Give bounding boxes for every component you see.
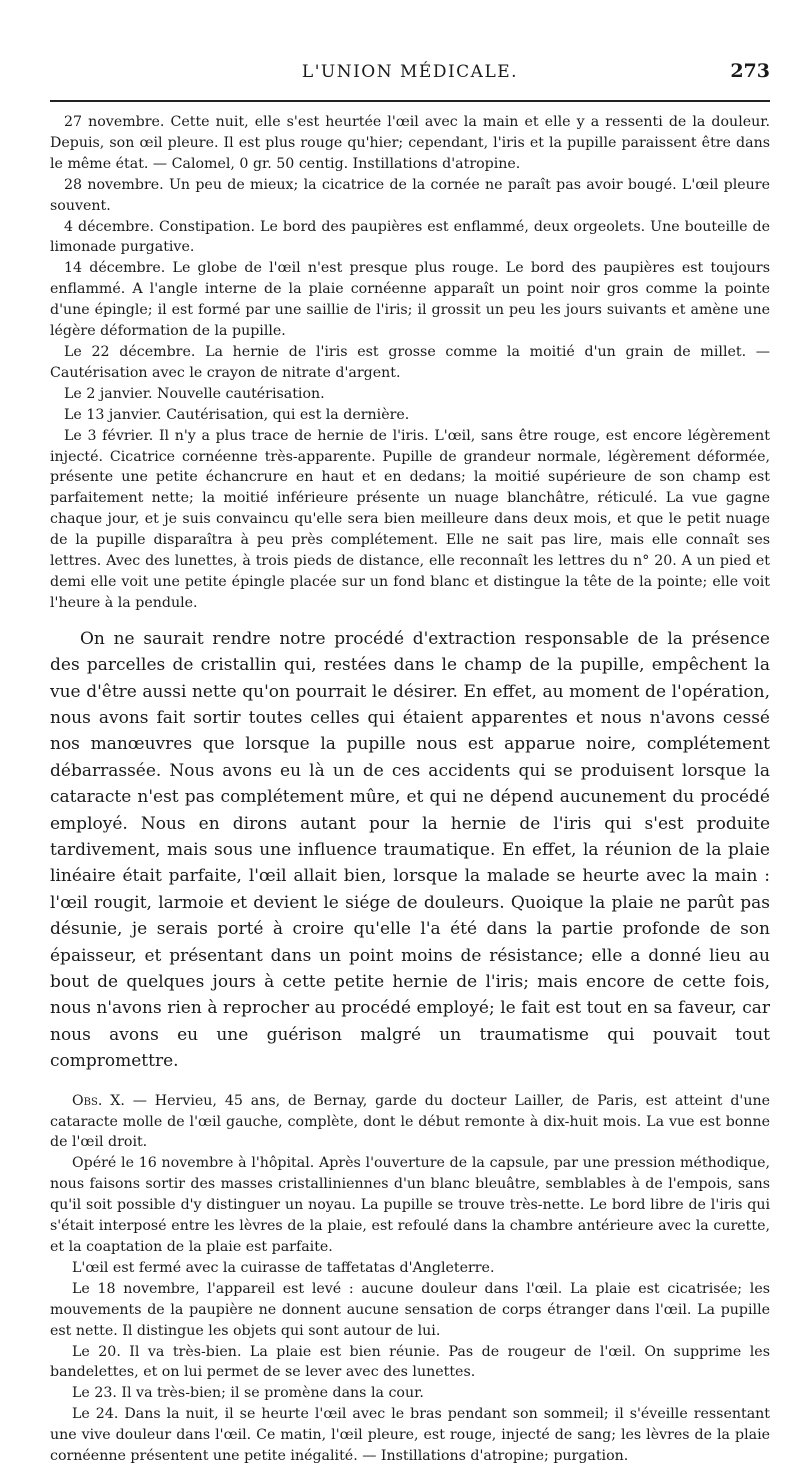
case-notes xyxy=(50,112,770,614)
page-header xyxy=(50,60,770,88)
observation-x xyxy=(50,1091,770,1467)
observation-paragraph: Le 18 novembre, l'appareil est levé : aucune douleur dans l'œil. La plaie est cicatrisée; les mouvements de la paupière ne donnent aucune sensation de corps étranger dans l'œil. La pupille est nette. Il distingue les objets qui sont autour de lui. xyxy=(50,1280,770,1339)
observation-paragraph: Le 24. Dans la nuit, il se heurte l'œil avec le bras pendant son sommeil; il s'éveille ressentant une vive douleur dans l'œil. Ce matin, l'œil pleure, est rouge, injecté de sang; les lèvres de la plaie cornéenne présentent une petite inégalité. — Instillations d'atropine; purgation. xyxy=(50,1406,770,1465)
note-paragraph: Le 3 février. Il n'y a plus trace de hernie de l'iris. L'œil, sans être rouge, est encore légèrement injecté. Cicatrice cornéenne très-apparente. Pupille de grandeur normale, légèrement déformée, présente une petite échancrure en haut et en dedans; la moitié supérieure de son champ est parfaitement nette; la moitié inférieure présente un nuage blanchâtre, réticulé. La vue gagne chaque jour, et je suis convaincu qu'elle sera bien meilleure dans deux mois, et que le petit nuage de la pupille disparaîtra à peu près complétement. Elle ne sait pas lire, mais elle connaît ses lettres. Avec des lunettes, à trois pieds de distance, elle reconnaît les lettres du n° 20. A un pied et demi elle voit une petite épingle placée sur un fond blanc et distingue la tête de la pointe; elle voit l'heure à la pendule. xyxy=(50,427,770,611)
note-paragraph: Le 22 décembre. La hernie de l'iris est grosse comme la moitié d'un grain de millet. — Cautérisation avec le crayon de nitrate d'argent. xyxy=(50,343,770,381)
running-title: L'UNION MÉDICALE. xyxy=(301,62,519,82)
note-paragraph: 27 novembre. Cette nuit, elle s'est heurtée l'œil avec la main et elle y a ressenti de la douleur. Depuis, son œil pleure. Il est plus rouge qu'hier; cependant, l'iris et la pupille paraissent être dans le même état. — Calomel, 0 gr. 50 centig. Instillations d'atropine. xyxy=(50,114,770,172)
note-paragraph: 4 décembre. Constipation. Le bord des paupières est enflammé, deux orgeolets. Une bouteille de limonade purgative. xyxy=(50,218,770,256)
observation-paragraph: Le 23. Il va très-bien; il se promène dans la cour. xyxy=(72,1385,424,1402)
observation-paragraph: L'œil est fermé avec la cuirasse de taffetatas d'Angleterre. xyxy=(72,1259,495,1276)
note-paragraph: Le 2 janvier. Nouvelle cautérisation. xyxy=(64,385,325,402)
note-paragraph: 14 décembre. Le globe de l'œil n'est presque plus rouge. Le bord des paupières est toujours enflammé. A l'angle interne de la plaie cornéenne apparaît un point noir gros comme la pointe d'une épingle; il est formé par une saillie de l'iris; il grossit un peu les jours suivants et amène une légère déformation de la pupille. xyxy=(50,260,770,340)
page-number: 273 xyxy=(730,60,770,82)
observation-paragraph: Le 20. Il va très-bien. La plaie est bien réunie. Pas de rougeur de l'œil. On supprime les bandelettes, et on lui permet de se lever avec des lunettes. xyxy=(50,1343,770,1381)
commentary-paragraph: On ne saurait rendre notre procédé d'extraction responsable de la présence des parcelles de cristallin qui, restées dans le champ de la pupille, empêchent la vue d'être aussi nette qu'on pourrait le désirer. En effet, au moment de l'opération, nous avons fait sortir toutes celles qui étaient apparentes et nous n'avons cessé nos manœuvres que lorsque la pupille nous est apparue noire, complétement débarrassée. Nous avons eu là un de ces accidents qui se produisent lorsque la cataracte n'est pas complétement mûre, et qui ne dépend aucunement du procédé employé. Nous en dirons autant pour la hernie de l'iris qui s'est produite tardivement, mais sous une influence traumatique. En effet, la réunion de la plaie linéaire était parfaite, l'œil allait bien, lorsque la malade se heurte avec la main : l'œil rougit, larmoie et devient le siége de douleurs. Quoique la plaie ne parût pas désunie, je serais porté à croire qu'elle l'a été dans la partie profonde de son épaisseur, et présentant dans un point moins de résistance; elle a donné lieu au bout de quelques jours à cette petite hernie de l'iris; mais encore de cette fois, nous n'avons rien à reprocher au procédé employé; le fait est tout en sa faveur, car nous avons eu une guérison malgré un traumatisme qui pouvait tout compromettre. xyxy=(50,628,770,1072)
header-rule xyxy=(50,100,770,102)
observation-intro-text: — Hervieu, 45 ans, de Bernay, garde du docteur Lailler, de Paris, est atteint d'une cataracte molle de l'œil gauche, complète, dont le début remonte à dix-huit mois. La vue est bonne de l'œil droit. xyxy=(50,1092,770,1151)
note-paragraph: Le 13 janvier. Cautérisation, qui est la dernière. xyxy=(64,406,410,423)
observation-label: Obs. X. xyxy=(72,1092,125,1109)
note-paragraph: 28 novembre. Un peu de mieux; la cicatrice de la cornée ne paraît pas avoir bougé. L'œil pleure souvent. xyxy=(50,176,770,214)
commentary xyxy=(50,626,770,1075)
observation-intro xyxy=(50,1091,770,1154)
observation-paragraph: Opéré le 16 novembre à l'hôpital. Après l'ouverture de la capsule, par une pression méthodique, nous faisons sortir des masses cristalliniennes d'un blanc bleuâtre, semblables à de l'empois, sans qu'il soit possible d'y distinguer un noyau. La pupille se trouve très-nette. Le bord libre de l'iris qui s'était interposé entre les lèvres de la plaie, est refoulé dans la chambre antérieure avec la curette, et la coaptation de la plaie est parfaite. xyxy=(50,1155,770,1255)
